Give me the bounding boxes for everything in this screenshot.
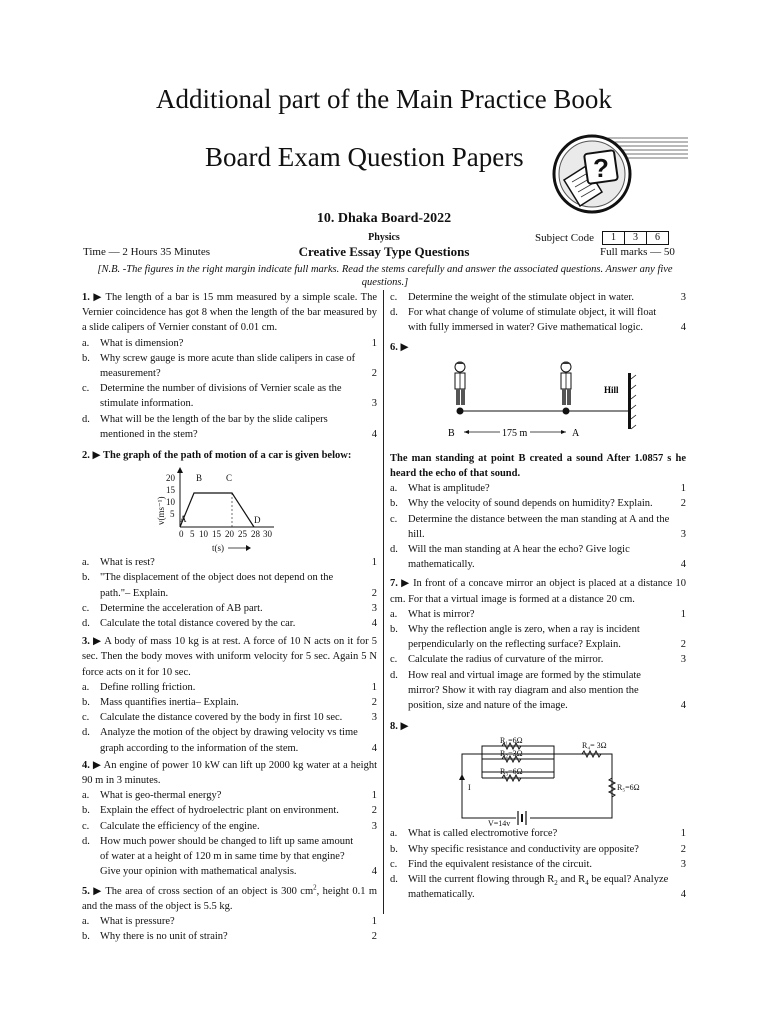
question-8 [390, 719, 686, 902]
sub-question-letter: a. [390, 608, 398, 620]
sub-question-marks: 3 [371, 820, 377, 832]
sub-question [390, 512, 686, 542]
sub-question-letter: a. [390, 828, 398, 840]
subject-name: Physics [368, 232, 400, 243]
sub-question-text: For what change of volume of stimulate object, it will float with fully immersed in water? Give mathematical logic. [408, 307, 657, 334]
sub-question-letter: a. [82, 915, 90, 927]
y-tick: 10 [166, 497, 175, 508]
sub-question-text: Why there is no unit of strain? [100, 931, 228, 943]
sub-question [82, 788, 377, 803]
question-2 [82, 448, 377, 631]
sub-question [82, 680, 377, 695]
r2-label: R₂=3Ω [500, 749, 523, 759]
sub-question-text: "The displacement of the object does not depend on the path."– Explain. [100, 572, 334, 599]
sub-question-text: Mass quantifies inertia– Explain. [100, 697, 239, 709]
sub-question-text: Calculate the distance covered by the body in first 10 sec. [100, 712, 343, 724]
point-label: C [226, 473, 233, 484]
sub-title: Board Exam Question Papers [205, 142, 524, 172]
sub-question-marks: 1 [371, 790, 377, 802]
graph-ylabel: v(ms⁻¹) [156, 496, 166, 526]
sub-question-letter: b. [82, 352, 90, 364]
sub-question [82, 710, 377, 725]
sub-question-text: Will the current flowing through $R_2$ and $R_4$ be equal? Analyze mathematically. [408, 874, 669, 901]
x-tick: 20 [225, 529, 234, 540]
x-tick: 0 [179, 529, 184, 540]
sub-question-marks: 2 [680, 639, 686, 651]
sub-question-marks: 2 [680, 843, 686, 855]
sub-question-letter: b. [82, 931, 90, 943]
man-b-figure [455, 361, 465, 405]
sub-question [82, 695, 377, 710]
sub-question-marks: 4 [680, 322, 686, 334]
sub-question-marks: 3 [680, 654, 686, 666]
sub-question [82, 570, 377, 600]
exam-time: Time — 2 Hours 35 Minutes [83, 246, 211, 258]
x-tick: 28 [251, 529, 260, 540]
sub-question-text: Determine the number of divisions of Vernier scale as the stimulate information. [100, 383, 342, 410]
sub-question-text: Why the velocity of sound depends on humidity? Explain. [408, 498, 653, 510]
sub-question-text: Define rolling friction. [100, 681, 196, 693]
sub-question-letter: b. [390, 843, 398, 855]
sub-question-letter: b. [390, 624, 398, 636]
subject-code-digit: 1 [603, 232, 625, 244]
distance-label: 175 m [502, 427, 528, 439]
y-tick: 15 [166, 485, 175, 496]
question-number: 2. ▶ [82, 450, 101, 462]
r4-label: R₄= 3Ω [582, 741, 607, 751]
sub-question-marks: 1 [371, 337, 377, 349]
circuit-diagram [390, 734, 686, 826]
y-tick: 20 [166, 473, 175, 484]
question-number: 6. ▶ [390, 341, 409, 353]
sub-question-letter: c. [390, 654, 398, 666]
sub-question-marks: 3 [680, 528, 686, 540]
sub-question [390, 826, 686, 841]
sub-question-marks: 2 [371, 697, 377, 709]
sub-question [82, 803, 377, 818]
question-mark-glyph: ? [593, 153, 609, 183]
sub-question-text: Find the equivalent resistance of the circuit. [408, 858, 592, 870]
sub-question [82, 336, 377, 351]
sub-question-text: What is amplitude? [408, 483, 490, 495]
sub-question-letter: a. [390, 483, 398, 495]
sub-question-letter: b. [390, 498, 398, 510]
sub-question [82, 351, 377, 381]
sub-question-letter: b. [82, 697, 90, 709]
question-stem: The length of a bar is 15 mm measured by a simple scale. The Vernier coincidence has got 8 when the length of the bar measured by a slide calipers of Vernier constant of 0.01 cm. [82, 292, 377, 334]
sub-question [82, 381, 377, 411]
sub-question-text: Calculate the efficiency of the engine. [100, 820, 260, 832]
point-label: D [254, 515, 261, 526]
velocity-time-graph [82, 463, 377, 555]
sub-question-letter: c. [390, 858, 398, 870]
sub-question-letter: c. [390, 513, 398, 525]
question-number: 5. ▶ [82, 885, 103, 897]
instruction-note: [N.B. -The figures in the right margin indicate full marks. Read the stems carefully and answer the associated questions. Answer any five questions.] [97, 264, 673, 288]
sub-question [82, 601, 377, 616]
sub-question [82, 914, 377, 929]
sub-question-marks: 2 [371, 368, 377, 380]
sub-question-marks: 4 [371, 866, 377, 878]
sub-question-text: What is rest? [100, 557, 155, 569]
sub-question [390, 872, 686, 902]
sub-question-marks: 4 [680, 700, 686, 712]
point-label: A [180, 514, 187, 525]
r3-label: R₃=6Ω [500, 767, 523, 777]
question-papers-icon [550, 130, 688, 214]
sub-question-marks: 1 [680, 828, 686, 840]
question-6 [390, 340, 686, 573]
sub-question-marks: 4 [371, 618, 377, 630]
sub-question-marks: 4 [371, 428, 377, 440]
sub-question-letter: d. [82, 413, 90, 425]
point-label: B [196, 473, 203, 484]
subject-code-digit: 3 [625, 232, 647, 244]
question-stem: A body of mass 10 kg is at rest. A force of 10 N acts on it for 5 sec. Then the body moves with uniform velocity for 5 sec. Again 5 N force acts on it for 10 sec. [82, 636, 378, 678]
sub-question-marks: 1 [680, 483, 686, 495]
sub-question-text: Calculate the radius of curvature of the mirror. [408, 654, 604, 666]
sub-question-text: What is pressure? [100, 915, 175, 927]
column-divider [383, 290, 384, 914]
sub-question-letter: a. [82, 557, 90, 569]
question-4 [82, 758, 377, 880]
sub-question-text: What is geo-thermal energy? [100, 790, 222, 802]
sub-question-text: Determine the weight of the stimulate object in water. [408, 292, 634, 303]
sub-question [82, 412, 377, 442]
sub-question-text: What is called electromotive force? [408, 828, 558, 840]
sub-question [390, 652, 686, 667]
sub-question-marks: 3 [371, 602, 377, 614]
sub-question-letter: c. [82, 383, 90, 395]
sub-question-marks: 1 [371, 915, 377, 927]
sub-question-marks: 4 [680, 889, 686, 901]
y-tick: 5 [170, 509, 175, 520]
subject-code-label: Subject Code [535, 232, 594, 244]
question-1 [82, 290, 377, 442]
sub-question [390, 290, 686, 305]
graph-xlabel: t(s) [212, 543, 224, 554]
echo-figure [390, 355, 686, 451]
sub-question-marks: 3 [680, 292, 686, 303]
main-title: Additional part of the Main Practice Book [156, 84, 612, 114]
sub-question [390, 481, 686, 496]
sub-question-letter: a. [82, 681, 90, 693]
sub-question [390, 542, 686, 572]
sub-question [390, 668, 686, 714]
question-5-continued [390, 290, 686, 336]
full-marks: Full marks — 50 [600, 246, 675, 258]
hill-label: Hill [604, 384, 619, 395]
question-5: 5. ▶ The area of cross section of an object is 300 $cm^2$, height 0.1 m and the mass of the object is 5.5 kg. a. What is pressure? 1 b. Why there is no unit of strain? 2 [82, 884, 377, 945]
sub-question-text: Why the reflection angle is zero, when a ray is incident perpendicularly on the reflecting surface? Explain. [408, 624, 640, 651]
question-stem: In front of a concave mirror an object is placed at a distance 10 cm. For that a virtual image is formed at a distance 20 cm. [390, 578, 687, 605]
question-stem: The man standing at point B created a sound After 1.0857 s he heard the echo of that sound. [390, 452, 686, 480]
man-a-figure [561, 361, 571, 405]
sub-question-marks: 3 [680, 858, 686, 870]
sub-question-marks: 4 [371, 742, 377, 754]
point-a-label: A [572, 427, 580, 439]
sub-question-letter: c. [390, 292, 398, 303]
sub-question-marks: 3 [371, 712, 377, 724]
sub-question [390, 622, 686, 652]
r5-label: R₅=6Ω [617, 783, 640, 793]
voltage-label: V=14v [488, 819, 511, 827]
x-tick: 10 [199, 529, 208, 540]
sub-question-letter: d. [390, 874, 398, 886]
current-label: I [468, 783, 471, 793]
subject-code-digit: 6 [654, 232, 660, 243]
sub-question-letter: d. [82, 835, 90, 847]
sub-question [82, 929, 377, 944]
sub-question-letter: b. [82, 805, 90, 817]
sub-question [82, 616, 377, 631]
question-type: Creative Essay Type Questions [298, 244, 470, 259]
sub-question-marks: 1 [680, 608, 686, 620]
sub-question-text: be equal? Analyze mathematically. [408, 874, 669, 901]
sub-question [390, 857, 686, 872]
sub-question-letter: d. [82, 618, 90, 630]
question-stem: An engine of power 10 kW can lift up 2000 kg water at a height 90 m in 3 minutes. [82, 759, 377, 787]
sub-question-text: What is dimension? [100, 337, 184, 349]
sub-question-marks: 1 [371, 681, 377, 693]
sub-question-text: Analyze the motion of the object by drawing velocity vs time graph according to the information of the stem. [100, 727, 358, 754]
question-number: 8. ▶ [390, 721, 409, 733]
r1-label: R₁=6Ω [500, 736, 523, 746]
sub-question [390, 305, 686, 335]
subject-code [535, 231, 669, 245]
sub-question-text: What will be the length of the bar by the slide calipers mentioned in the stem? [100, 413, 328, 440]
sub-question-letter: c. [82, 712, 90, 724]
sub-question-letter: d. [390, 307, 398, 319]
question-number: 4. ▶ [82, 759, 102, 771]
x-tick: 25 [238, 529, 247, 540]
right-column [390, 290, 686, 902]
sub-question-text: and R [557, 874, 586, 886]
sub-question-letter: b. [82, 572, 90, 584]
sub-question-letter: d. [390, 544, 398, 556]
left-column [82, 290, 377, 944]
sub-question-marks: 2 [371, 805, 377, 817]
question-3 [82, 634, 377, 756]
sub-question-letter: a. [82, 790, 90, 802]
point-b-label: B [448, 427, 455, 439]
board-title: 10. Dhaka Board-2022 [316, 211, 452, 226]
subject-code-box [602, 231, 669, 245]
question-number: 1. ▶ [82, 292, 103, 303]
sub-question-text: How much power should be changed to lift up same amount of water at a height of 120 m in same time by that engine? Give your opinion with mathematical analysis. [100, 835, 354, 878]
sub-question-text: Determine the acceleration of AB part. [100, 602, 263, 614]
sub-question [82, 834, 377, 880]
question-number: 3. ▶ [82, 636, 102, 648]
hill-wall [628, 373, 631, 429]
sub-question-letter: c. [82, 820, 90, 832]
sub-question [390, 607, 686, 622]
sub-question-text: Calculate the total distance covered by the car. [100, 618, 296, 630]
sub-question [82, 819, 377, 834]
sub-question-letter: d. [390, 669, 398, 681]
sub-question-marks: 2 [371, 931, 377, 943]
sub-question-text: Why screw gauge is more acute than slide calipers in case of measurement? [100, 352, 356, 380]
sub-question-letter: d. [82, 727, 90, 739]
sub-question-marks: 2 [680, 498, 686, 510]
sub-question-marks: 4 [680, 559, 686, 571]
sub-question-marks: 1 [371, 557, 377, 569]
sub-question-letter: a. [82, 337, 90, 349]
sub-question-text: Why specific resistance and conductivity are opposite? [408, 843, 639, 855]
sub-question-text: Will the man standing at A hear the echo? Give logic mathematically. [408, 544, 630, 571]
sub-question-text: Explain the effect of hydroelectric plant on environment. [100, 805, 339, 817]
sub-question [82, 725, 377, 755]
question-number: 7. ▶ [390, 578, 410, 590]
question-7 [390, 576, 686, 713]
question-stem: The graph of the path of motion of a car is given below: [103, 450, 352, 462]
x-tick: 15 [212, 529, 221, 540]
sub-question-text: Will the current flowing through R [408, 874, 555, 886]
sub-question-marks: 3 [371, 398, 377, 410]
x-tick: 5 [190, 529, 195, 540]
sub-question-marks: 2 [371, 587, 377, 599]
sub-question-text: How real and virtual image are formed by the stimulate mirror? Show it with ray diagram and also mention the position, size and nature of the image. [408, 669, 641, 712]
sub-question-letter: c. [82, 602, 90, 614]
sub-question-text: What is mirror? [408, 608, 475, 620]
sub-question [390, 496, 686, 511]
sub-question [390, 842, 686, 857]
x-tick: 30 [263, 529, 272, 540]
sub-question-text: Determine the distance between the man standing at A and the hill. [408, 513, 670, 540]
